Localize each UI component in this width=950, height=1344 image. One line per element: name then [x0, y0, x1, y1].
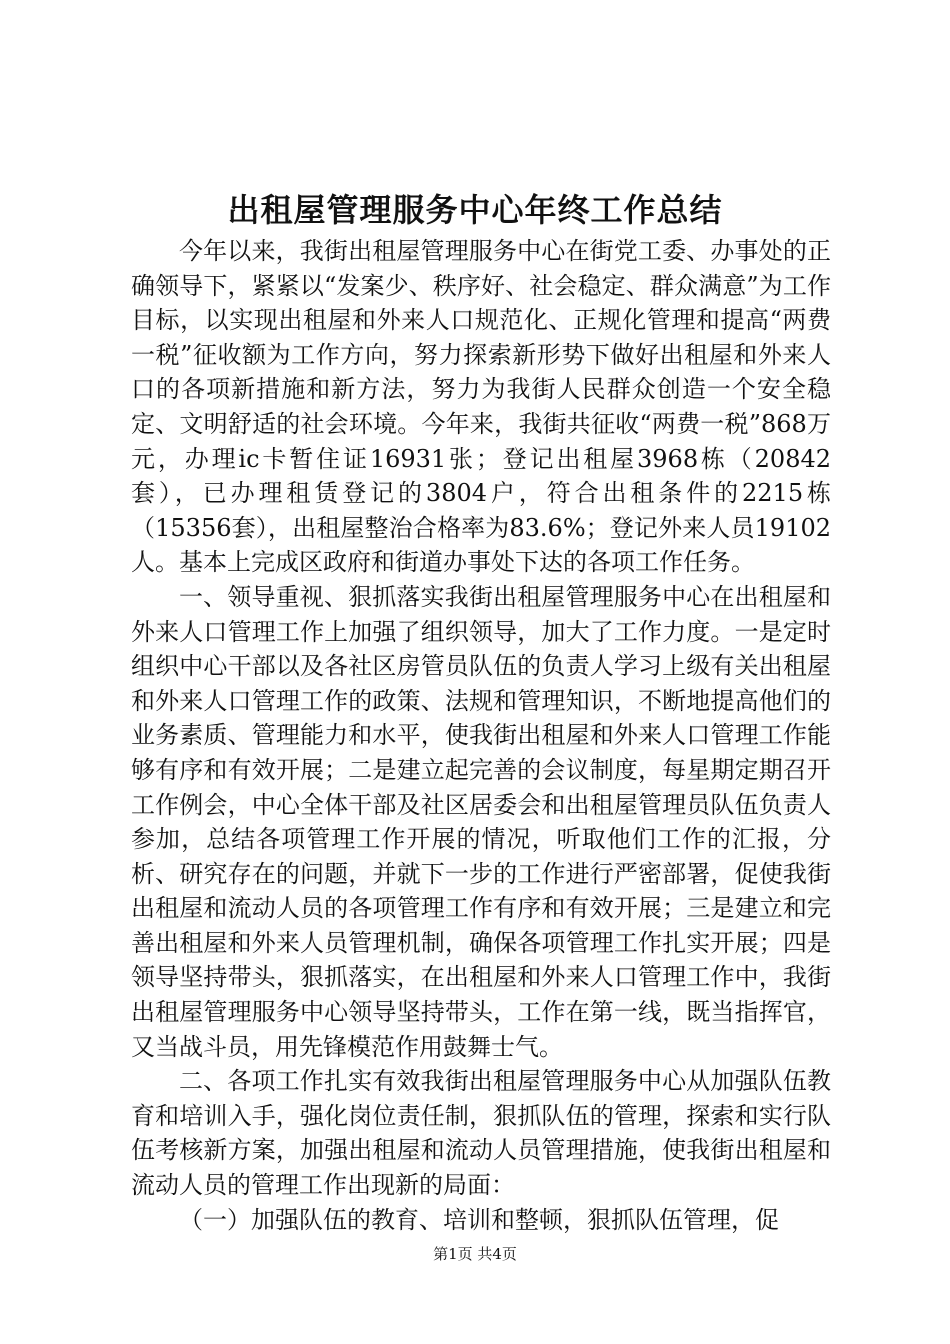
page-number-footer: 第1页 共4页 [433, 1245, 517, 1263]
paragraph-subsection-1: （一）加强队伍的教育、培训和整顿，狠抓队伍管理，促 [179, 1205, 779, 1234]
paragraph-section-1: 一、领导重视、狠抓落实我街出租屋管理服务中心在出租屋和外来人口管理工作上加强了组织领导，加大了工作力度。一是定时组织中心干部以及各社区房管员队伍的负责人学习上级有关出租屋和外来人口管理工作的政策、法规和管理知识，不断地提高他们的业务素质、管理能力和水平，使我街出租屋和外来人口管理工作能够有序和有效开展；二是建立起完善的会议制度，每星期定期召开工作例会，中心全体干部及社区居委会和出租屋管理员队伍负责人参加，总结各项管理工作开展的情况，听取他们工作的汇报，分析、研究存在的问题，并就下一步的工作进行严密部署，促使我街出租屋和流动人员的各项管理工作有序和有效开展；三是建立和完善出租屋和外来人员管理机制，确保各项管理工作扎实开展；四是领导坚持带头，狠抓落实，在出租屋和外来人口管理工作中，我街出租屋管理服务中心领导坚持带头，工作在第一线，既当指挥官，又当战斗员，用先锋模范作用鼓舞士气。 [131, 582, 831, 1061]
document-title: 出租屋管理服务中心年终工作总结 [227, 191, 723, 229]
document-body [131, 234, 831, 1237]
paragraph-intro: 今年以来，我街出租屋管理服务中心在街党工委、办事处的正确领导下，紧紧以“发案少、秩序好、社会稳定、群众满意”为工作目标，以实现出租屋和外来人口规范化、正规化管理和提高“两费一税”征收额为工作方向，努力探索新形势下做好出租屋和外来人口的各项新措施和新方法，努力为我街人民群众创造一个安全稳定、文明舒适的社会环境。今年来，我街共征收“两费一税”868万元，办理ic卡暂住证16931张；登记出租屋3968栋（20842套），已办理租赁登记的3804户，符合出租条件的2215栋（15356套），出租屋整治合格率为83.6%；登记外来人员19102人。基本上完成区政府和街道办事处下达的各项工作任务。 [131, 237, 831, 577]
paragraph-section-2: 二、各项工作扎实有效我街出租屋管理服务中心从加强队伍教育和培训入手，强化岗位责任制，狠抓队伍的管理，探索和实行队伍考核新方案，加强出租屋和流动人员管理措施，使我街出租屋和流动人员的管理工作出现新的局面： [131, 1067, 831, 1200]
